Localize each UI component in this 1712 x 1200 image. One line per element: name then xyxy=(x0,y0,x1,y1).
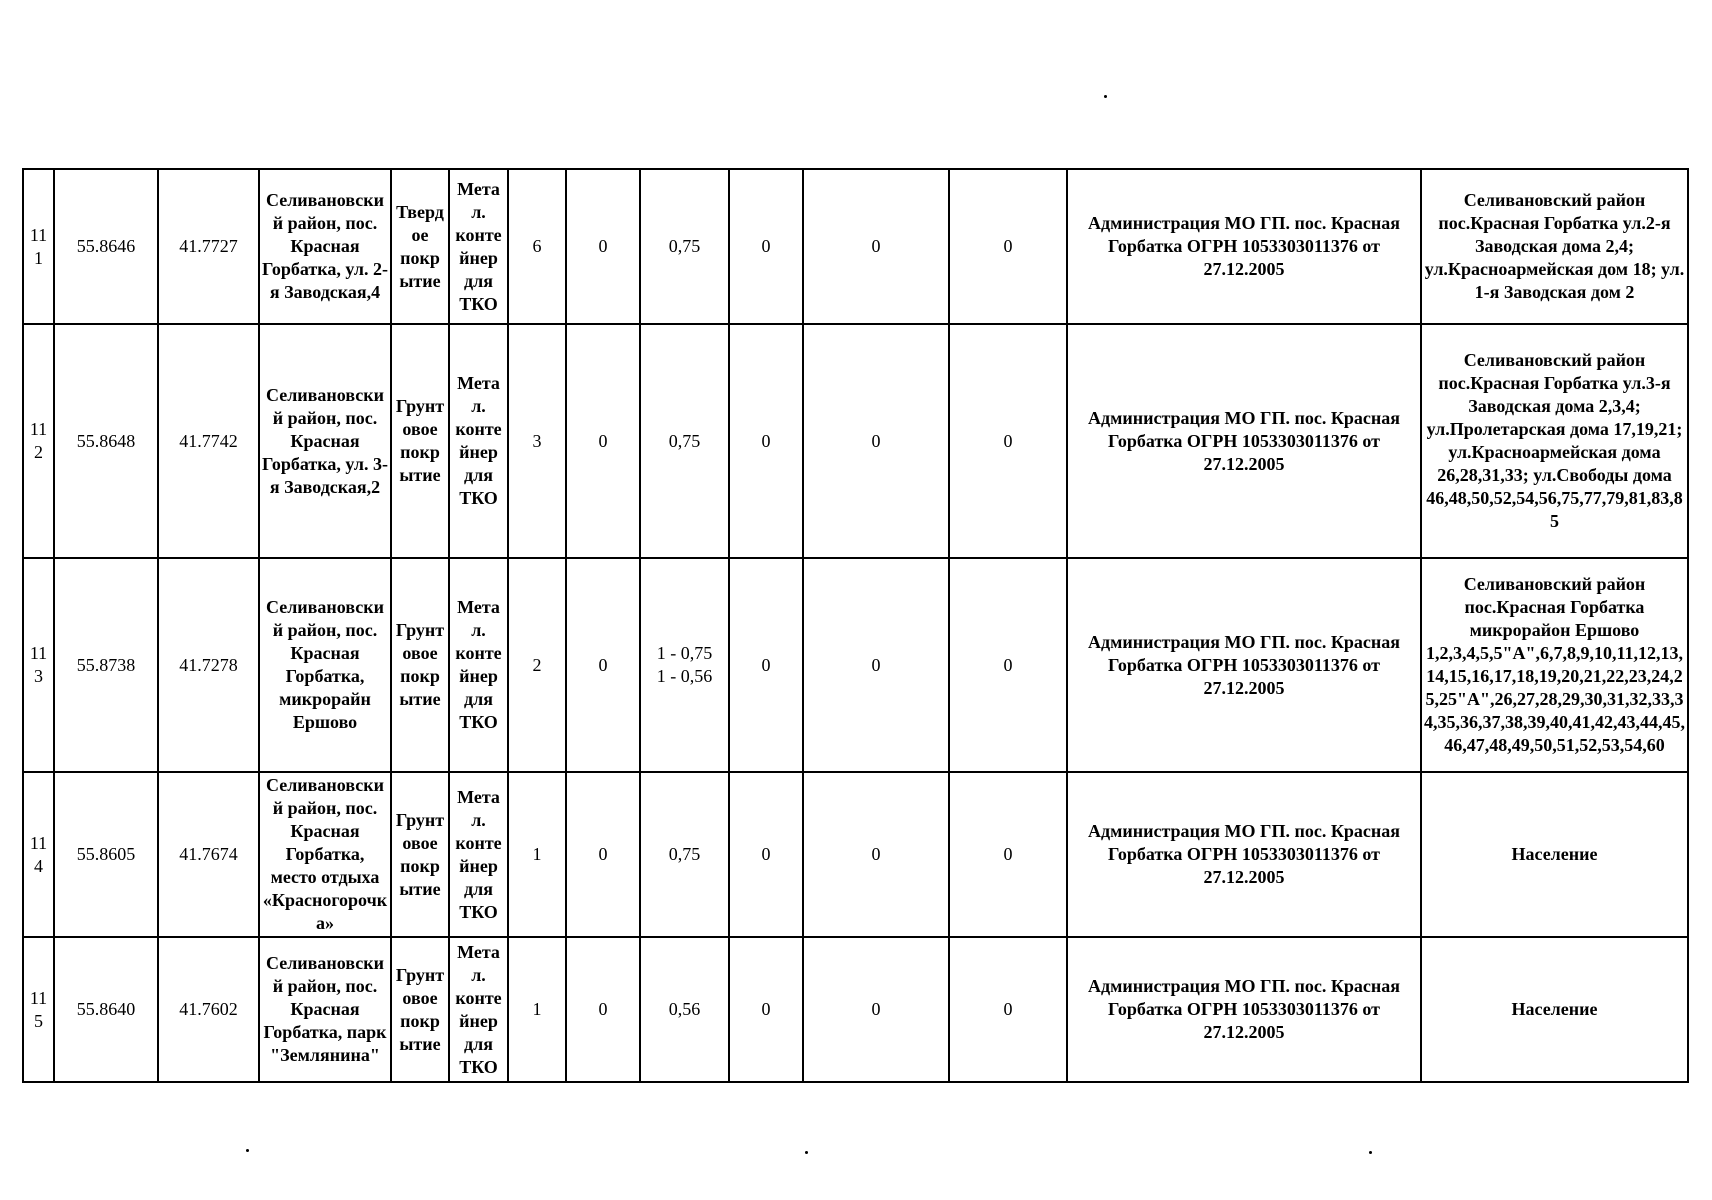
value-cell: 0 xyxy=(729,937,803,1082)
container-count-cell: 3 xyxy=(508,324,566,558)
owner-cell: Администрация МО ГП. пос. Красная Горбатка ОГРН 1053303011376 от 27.12.2005 xyxy=(1067,169,1421,324)
table-row xyxy=(23,324,1688,558)
address-cell: Селивановский район, пос. Красная Горбатка, ул. 2-я Заводская,4 xyxy=(259,169,391,324)
value-cell: 0 xyxy=(729,169,803,324)
surface-cell: Грунтовое покрытие xyxy=(391,772,449,937)
owner-cell: Администрация МО ГП. пос. Красная Горбатка ОГРН 1053303011376 от 27.12.2005 xyxy=(1067,324,1421,558)
owner-cell: Администрация МО ГП. пос. Красная Горбатка ОГРН 1053303011376 от 27.12.2005 xyxy=(1067,558,1421,772)
sources-cell: Селивановский район пос.Красная Горбатка ул.2-я Заводская дома 2,4; ул.Красноармейская дом 18; ул. 1-я Заводская дом 2 xyxy=(1421,169,1688,324)
value-cell: 0 xyxy=(566,558,640,772)
longitude-cell: 41.7278 xyxy=(158,558,259,772)
latitude-cell: 55.8605 xyxy=(54,772,158,937)
value-cell: 0 xyxy=(803,558,949,772)
value-cell: 0 xyxy=(949,169,1067,324)
value-cell: 0 xyxy=(566,169,640,324)
value-cell: 0 xyxy=(566,772,640,937)
sources-cell: Население xyxy=(1421,772,1688,937)
value-cell: 0 xyxy=(949,772,1067,937)
scan-speck xyxy=(246,1149,249,1152)
container-count-cell: 1 xyxy=(508,772,566,937)
latitude-cell: 55.8738 xyxy=(54,558,158,772)
value-cell: 0 xyxy=(566,937,640,1082)
surface-cell: Твердое покрытие xyxy=(391,169,449,324)
container-count-cell: 2 xyxy=(508,558,566,772)
container-count-cell: 6 xyxy=(508,169,566,324)
row-number: 115 xyxy=(23,937,54,1082)
table-row xyxy=(23,558,1688,772)
latitude-cell: 55.8648 xyxy=(54,324,158,558)
value-cell: 0 xyxy=(729,772,803,937)
volume-cell xyxy=(640,558,729,772)
longitude-cell: 41.7674 xyxy=(158,772,259,937)
sources-cell: Население xyxy=(1421,937,1688,1082)
value-cell: 0 xyxy=(949,324,1067,558)
volume-cell: 0,75 xyxy=(640,772,729,937)
address-cell: Селивановский район, пос. Красная Горбатка, ул. 3-я Заводская,2 xyxy=(259,324,391,558)
latitude-cell: 55.8646 xyxy=(54,169,158,324)
longitude-cell: 41.7742 xyxy=(158,324,259,558)
value-cell: 0 xyxy=(949,558,1067,772)
address-cell: Селивановский район, пос. Красная Горбатка, парк "Землянина" xyxy=(259,937,391,1082)
owner-cell: Администрация МО ГП. пос. Красная Горбатка ОГРН 1053303011376 от 27.12.2005 xyxy=(1067,937,1421,1082)
volume-line: 1 - 0,56 xyxy=(656,666,713,686)
row-number: 113 xyxy=(23,558,54,772)
address-cell: Селивановский район, пос. Красная Горбатка, место отдыха «Красногорочка» xyxy=(259,772,391,937)
scan-speck xyxy=(1104,95,1107,98)
scan-speck xyxy=(805,1151,808,1154)
volume-cell: 0,75 xyxy=(640,169,729,324)
volume-cell: 0,56 xyxy=(640,937,729,1082)
row-number: 112 xyxy=(23,324,54,558)
container-count-cell: 1 xyxy=(508,937,566,1082)
sources-cell: Селивановский район пос.Красная Горбатка ул.3-я Заводская дома 2,3,4; ул.Пролетарская дома 17,19,21; ул.Красноармейская дома 26,28,31,33; ул.Свободы дома 46,48,50,52,54,56,75,77,79,81,83,85 xyxy=(1421,324,1688,558)
row-number: 114 xyxy=(23,772,54,937)
value-cell: 0 xyxy=(949,937,1067,1082)
value-cell: 0 xyxy=(803,169,949,324)
scan-speck xyxy=(1369,1151,1372,1154)
container-type-cell: Метал. контейнер для ТКО xyxy=(449,937,508,1082)
waste-sites-table xyxy=(22,168,1689,1083)
value-cell: 0 xyxy=(803,937,949,1082)
owner-cell: Администрация МО ГП. пос. Красная Горбатка ОГРН 1053303011376 от 27.12.2005 xyxy=(1067,772,1421,937)
value-cell: 0 xyxy=(729,324,803,558)
surface-cell: Грунтовое покрытие xyxy=(391,937,449,1082)
container-type-cell: Метал. контейнер для ТКО xyxy=(449,558,508,772)
table-row xyxy=(23,169,1688,324)
row-number: 111 xyxy=(23,169,54,324)
container-type-cell: Метал. контейнер для ТКО xyxy=(449,169,508,324)
container-type-cell: Метал. контейнер для ТКО xyxy=(449,772,508,937)
value-cell: 0 xyxy=(729,558,803,772)
surface-cell: Грунтовое покрытие xyxy=(391,324,449,558)
sources-cell: Селивановский район пос.Красная Горбатка микрорайон Ершово 1,2,3,4,5,5"А",6,7,8,9,10,11,12,13,14,15,16,17,18,19,20,21,22,23,24,25,25"А",26,27,28,29,30,31,32,33,34,35,36,37,38,39,40,41,42,43,44,45,46,47,48,49,50,51,52,53,54,60 xyxy=(1421,558,1688,772)
table-row xyxy=(23,772,1688,937)
longitude-cell: 41.7727 xyxy=(158,169,259,324)
latitude-cell: 55.8640 xyxy=(54,937,158,1082)
address-cell: Селивановский район, пос. Красная Горбатка, микрорайн Ершово xyxy=(259,558,391,772)
value-cell: 0 xyxy=(566,324,640,558)
surface-cell: Грунтовое покрытие xyxy=(391,558,449,772)
container-type-cell: Метал. контейнер для ТКО xyxy=(449,324,508,558)
volume-line: 1 - 0,75 xyxy=(656,643,713,663)
value-cell: 0 xyxy=(803,324,949,558)
longitude-cell: 41.7602 xyxy=(158,937,259,1082)
value-cell: 0 xyxy=(803,772,949,937)
volume-cell: 0,75 xyxy=(640,324,729,558)
table-row xyxy=(23,937,1688,1082)
